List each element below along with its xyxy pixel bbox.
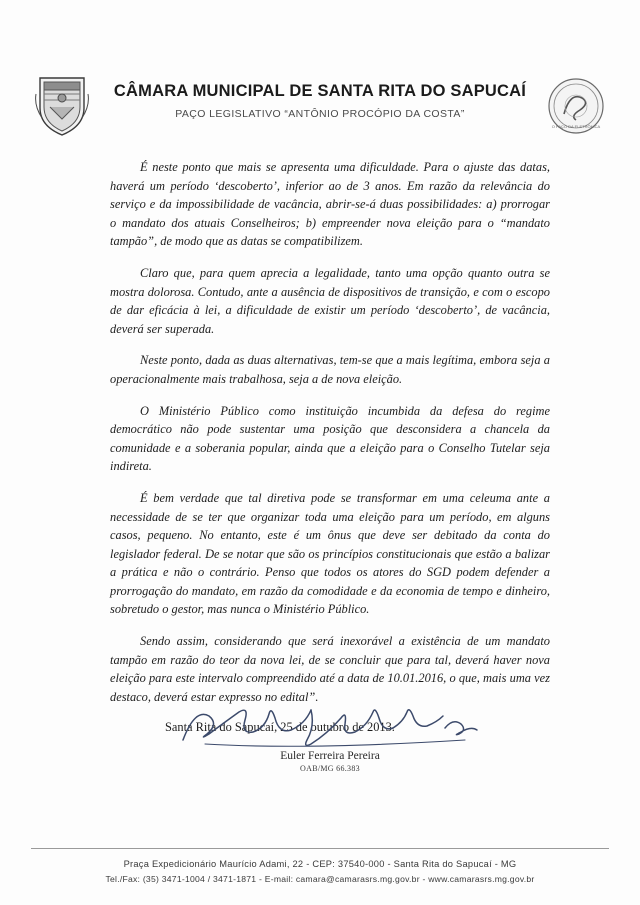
signature-block: [110, 700, 550, 773]
header-subtitle: PAÇO LEGISLATIVO “ANTÔNIO PROCÓPIO DA COSTA”: [175, 108, 465, 120]
signature-oab: OAB/MG 66.383: [300, 764, 360, 773]
paragraph-text: Claro que, para quem aprecia a legalidade, tanto uma opção quanto outra se mostra dolorosa. Contudo, ante a ausência de dispositivos de transição, e com o escopo de dar eficácia à lei, a dificuldade de existir um período ‘descoberto’, de vacância, deverá ser superada.: [110, 265, 550, 336]
footer-divider: [31, 848, 609, 849]
handwritten-signature-icon: [165, 700, 495, 756]
paragraph-text: O Ministério Público como instituição incumbida da defesa do regime democrático não pode sustentar uma posição que desconsidera a chancela da comunidade e a soberania popular, ainda que a eleição para o Conselho Tutelar seja indireta.: [110, 403, 550, 474]
coat-of-arms-icon: [34, 74, 90, 138]
paragraph-text: Neste ponto, dada as duas alternativas, tem-se que a mais legítima, embora seja a operacionalmente mais trabalhosa, seja a de nova eleição.: [110, 353, 550, 386]
paragraph-text: É neste ponto que mais se apresenta uma dificuldade. Para o ajuste das datas, haverá um período ‘descoberto’, inferior ao de 3 anos. Em razão da relevância do serviço e da impossibilidade de vacância, abrir-se-á duas possibilidades: a) prorrogar o mandato dos atuais Conselheiros; b) empreender nova eleição para o “mandato tampão”, de modo que as datas se compatibilizem.: [110, 160, 550, 249]
paragraph-text: Sendo assim, considerando que será inexorável a existência de um mandato tampão em razão do teor da nova lei, de se concluir que para tal, deverá haver nova eleição para este intervalo compreendido até a data de 10.01.2016, o que, mais uma vez destaco, deverá estar expresso no edital”.: [110, 634, 550, 704]
paragraph: [110, 402, 550, 476]
document-footer: [0, 848, 640, 887]
document-header: [0, 72, 640, 148]
paragraph: [110, 489, 550, 619]
svg-text:O PAÇO DA ELETRÔNICA: O PAÇO DA ELETRÔNICA: [551, 124, 601, 129]
date-line: Santa Rita do Sapucaí, 25 de outubro de 2013.: [165, 720, 395, 735]
paragraph-text: É bem verdade que tal diretiva pode se transformar em uma celeuma ante a necessidade de se ter que organizar toda uma eleição para um período, em alguns casos, pequeno. No entanto, este é um ônus que deve ser debitado da conta do legislador federal. De se notar que são os princípios constitucionais que estão a balizar a prática e não o contrário. Penso que todos os atores do SGD podem defender a prorrogação do mandato, em razão da comodidade e da economia de tempo e dinheiro, sobretudo o gestor, mas nunca o Ministério Público.: [110, 490, 550, 617]
signature-name: Euler Ferreira Pereira: [280, 750, 380, 762]
electronic-signature-seal-icon: [546, 76, 606, 136]
paragraph: [110, 264, 550, 338]
footer-address: Praça Expedicionário Maurício Adami, 22 - CEP: 37540-000 - Santa Rita do Sapucaí - MG: [123, 859, 517, 869]
page-title: CÂMARA MUNICIPAL DE SANTA RITA DO SAPUCAÍ: [113, 82, 527, 100]
footer-contact: Tel./Fax: (35) 3471-1004 / 3471-1871 - E-mail: camara@camarasrs.mg.gov.br - www.camarasrs.mg.gov.br: [105, 874, 535, 884]
paragraph: [110, 351, 550, 388]
document-body: [110, 158, 550, 735]
paragraph: [110, 158, 550, 251]
paragraph: [110, 632, 550, 706]
header-text-block: [96, 82, 544, 120]
